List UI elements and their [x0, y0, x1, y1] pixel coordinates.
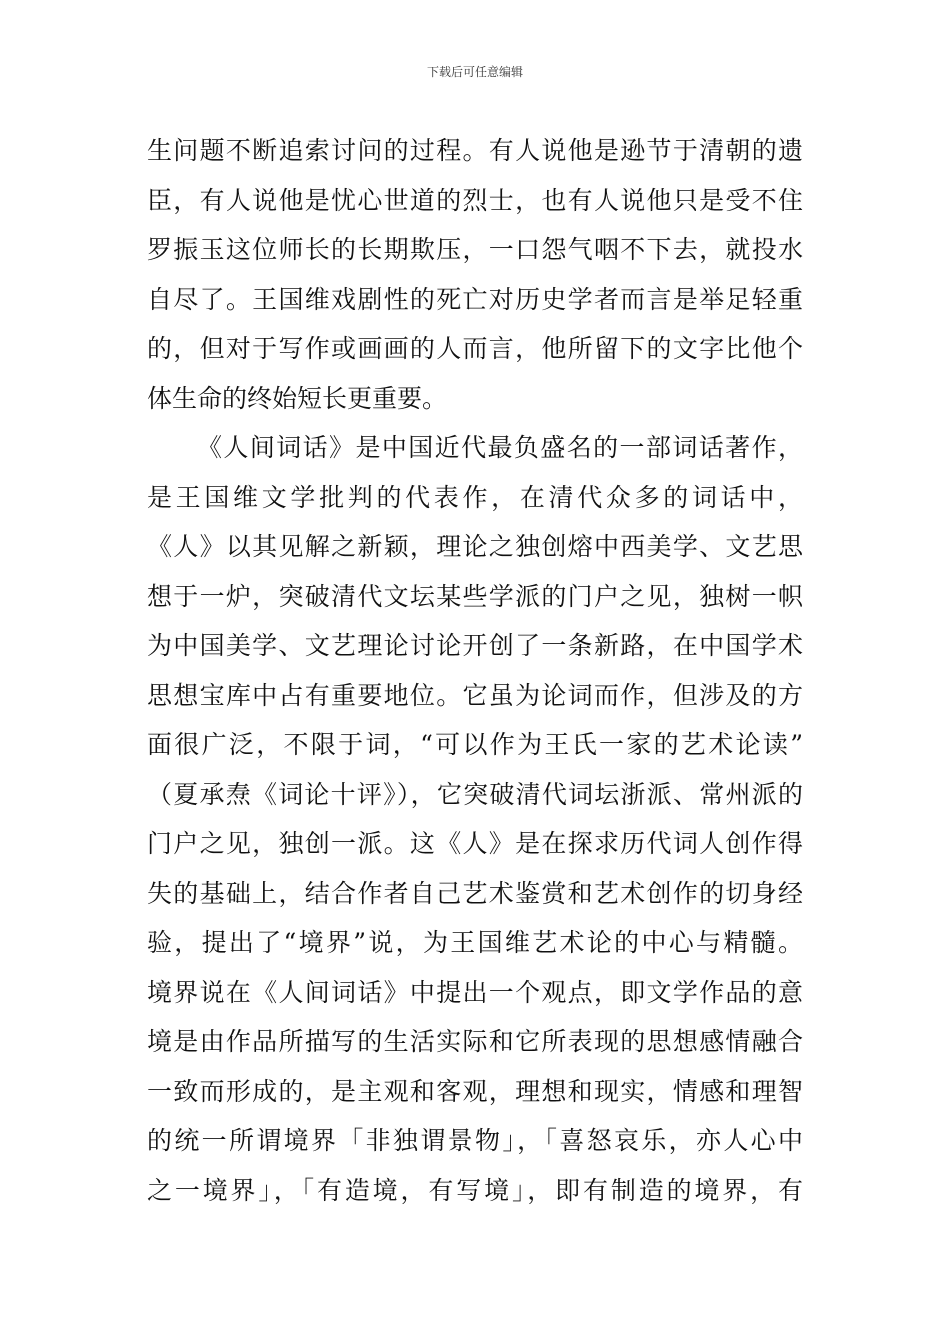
text-line: 罗振玉这位师长的长期欺压，一口怨气咽不下去，就投水: [147, 235, 803, 264]
text-line: 《人间词话》是中国近代最负盛名的一部词话著作，: [197, 433, 803, 462]
text-line: 想于一炉，突破清代文坛某些学派的门户之见，独树一帜: [147, 581, 803, 611]
text-line: 为中国美学、文艺理论讨论开创了一条新路，在中国学术: [147, 631, 803, 660]
text-line: 面很广泛，不限于词，“可以作为王氏一家的艺术论读”: [147, 730, 803, 759]
text-line: 一致而形成的，是主观和客观，理想和现实，情感和理智: [147, 1076, 803, 1106]
text-line: 验，提出了“境界”说，为王国维艺术论的中心与精髓。: [147, 928, 803, 957]
text-line: 臣，有人说他是忧心世道的烈士，也有人说他只是受不住: [147, 185, 803, 215]
text-line: 《人》以其见解之新颖，理论之独创熔中西美学、文艺思: [147, 532, 803, 561]
text-line: 门户之见，独创一派。这《人》是在探求历代词人创作得: [147, 829, 803, 858]
text-line: 的，但对于写作或画画的人而言，他所留下的文字比他个: [147, 334, 803, 363]
text-line: 境是由作品所描写的生活实际和它所表现的思想感情融合: [147, 1027, 803, 1056]
text-line: 失的基础上，结合作者自己艺术鉴赏和艺术创作的切身经: [147, 878, 803, 908]
text-line: 思想宝库中占有重要地位。它虽为论词而作，但涉及的方: [147, 680, 803, 710]
body-text: [147, 126, 803, 1215]
paragraph: [147, 126, 803, 423]
text-line: （夏承焘《词论十评》），它突破清代词坛浙派、常州派的: [147, 779, 803, 809]
text-line: 体生命的终始短长更重要。: [147, 383, 448, 413]
page-header: 下载后可任意编辑: [426, 65, 523, 79]
text-line: 境界说在《人间词话》中提出一个观点，即文学作品的意: [147, 977, 803, 1007]
text-line: 生问题不断追索讨问的过程。有人说他是逊节于清朝的遗: [147, 136, 803, 165]
text-line: 自尽了。王国维戏剧性的死亡对历史学者而言是举足轻重: [147, 284, 803, 314]
text-line: 的统一所谓境界「非独谓景物」，「喜怒哀乐，亦人心中: [147, 1126, 803, 1155]
text-line: 是王国维文学批判的代表作，在清代众多的词话中，: [147, 482, 803, 512]
text-line: 之一境界」，「有造境，有写境」，即有制造的境界，有: [147, 1175, 803, 1205]
paragraph: [147, 423, 803, 1215]
